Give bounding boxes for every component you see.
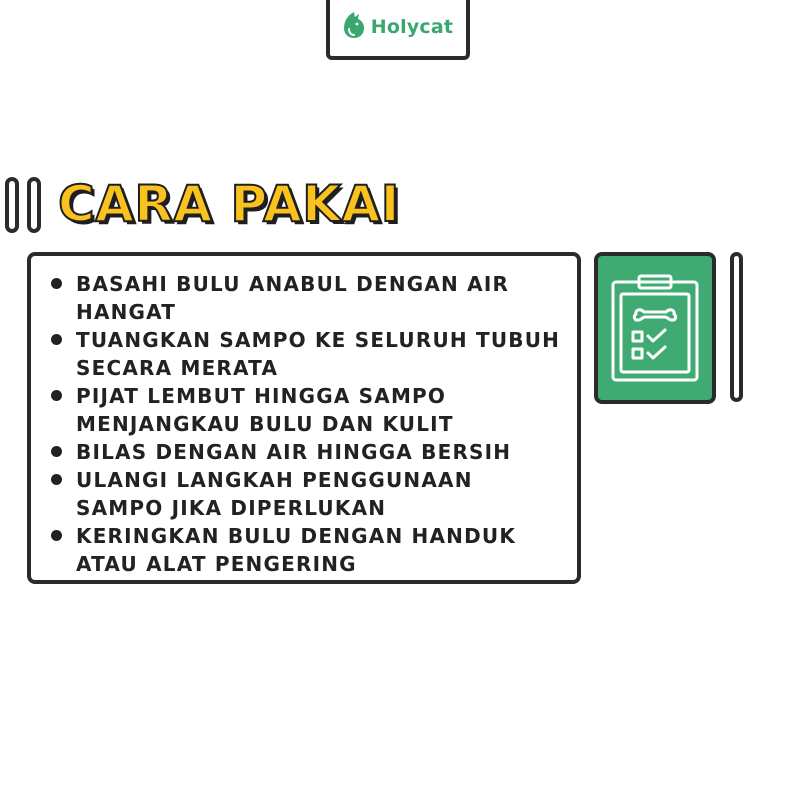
step-text: ULANGI LANGKAH PENGGUNAAN SAMPO JIKA DIPERLUKAN (76, 468, 473, 520)
bullet-icon (51, 446, 62, 457)
steps-panel (27, 252, 581, 584)
page-title: CARA PAKAI (58, 175, 400, 233)
list-item (49, 522, 567, 578)
list-item (49, 326, 567, 382)
step-text: PIJAT LEMBUT HINGGA SAMPO MENJANGKAU BULU DAN KULIT (76, 384, 454, 436)
steps-list (31, 256, 577, 578)
decorative-pill (730, 252, 743, 402)
list-item (49, 466, 567, 522)
bullet-icon (51, 474, 62, 485)
list-item (49, 438, 567, 466)
step-text: TUANGKAN SAMPO KE SELURUH TUBUH SECARA MERATA (76, 328, 561, 380)
step-text: BASAHI BULU ANABUL DENGAN AIR HANGAT (76, 272, 510, 324)
list-item (49, 270, 567, 326)
decorative-pill (27, 177, 41, 233)
bullet-icon (51, 334, 62, 345)
brand-logo (326, 0, 470, 60)
bullet-icon (51, 530, 62, 541)
clipboard-bone-checklist-icon (607, 272, 703, 384)
list-item (49, 382, 567, 438)
decorative-pill (5, 177, 19, 233)
cat-logo-icon (343, 11, 365, 39)
brand-name: Holycat (370, 16, 454, 38)
icon-card (594, 252, 716, 404)
bullet-icon (51, 390, 62, 401)
step-text: BILAS DENGAN AIR HINGGA BERSIH (76, 440, 512, 464)
bullet-icon (51, 278, 62, 289)
step-text: KERINGKAN BULU DENGAN HANDUK ATAU ALAT PENGERING (76, 524, 517, 576)
